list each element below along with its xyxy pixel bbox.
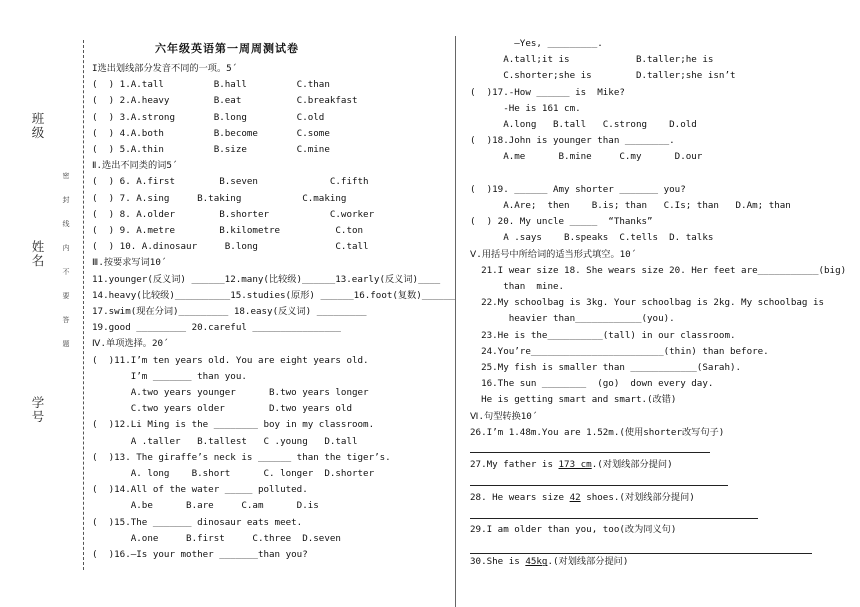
- answer-line-27: [470, 485, 728, 486]
- question-line: 21.I wear size 18. She wears size 20. Her feet are___________(big): [470, 264, 847, 276]
- question-line: A.two years younger B.two years longer: [92, 387, 369, 398]
- question-line: A .says B.speaks C.tells D. talks: [470, 232, 714, 244]
- question-line: ( ) 10. A.dinosaur B.long C.tall: [92, 241, 369, 253]
- question-line: ( ) 5.A.thin B.size C.mine: [92, 144, 330, 155]
- question-line: Ⅵ.句型转换10´: [470, 410, 538, 422]
- question-line: Ⅲ.按要求写词10´: [92, 257, 167, 269]
- question-line: 16.The sun ________ (go) down every day.: [470, 378, 714, 390]
- question-line: ( ) 7. A.sing B.taking C.making: [92, 192, 347, 204]
- question-line: ( )11.I’m ten years old. You are eight years old.: [92, 354, 369, 366]
- question-line: Ⅴ.用括号中所给词的适当形式填空。10´: [470, 248, 637, 260]
- question-line: ( )17.-How ______ is Mike?: [470, 86, 625, 98]
- question-line: I’m _______ than you.: [92, 370, 247, 382]
- seal-char: 要: [62, 292, 70, 300]
- name-label: 姓 名: [31, 239, 45, 268]
- question-line: 24.You’re________________________(thin) than before.: [470, 345, 769, 357]
- student-id-label: 学 号: [31, 395, 45, 424]
- question-line: ( )13. The giraffe’s neck is ______ than the tiger’s.: [92, 451, 391, 463]
- question-line: A.me B.mine C.my D.our: [470, 151, 703, 163]
- question-line: ( )18.John is younger than ________.: [470, 135, 675, 147]
- question-line: 30.She is 45kg.(对划线部分提问): [470, 556, 629, 568]
- seal-char: 密: [62, 172, 70, 180]
- question-line: 17.swim(现在分词)_________ 18.easy(反义词) _________: [92, 306, 367, 317]
- column-divider: [455, 36, 456, 607]
- question-line: 29.I am older than you, too(改为同义句): [470, 524, 677, 535]
- seal-line-notice: [60, 164, 72, 356]
- question-line: A.long B.tall C.strong D.old: [470, 119, 697, 130]
- question-line: C.shorter;she is D.taller;she isn’t: [470, 70, 736, 82]
- seal-char: 不: [62, 268, 70, 276]
- question-line: 11.younger(反义词) ______12.many(比较级)______13.early(反义词)____: [92, 273, 441, 285]
- question-line: A.be B.are C.am D.is: [92, 500, 319, 512]
- page-title: 六年级英语第一周周测试卷: [155, 42, 299, 55]
- seal-char: 内: [62, 244, 70, 252]
- question-line: ( ) 1.A.tall B.hall C.than: [92, 79, 330, 91]
- question-line: 23.He is the__________(tall) in our classroom.: [470, 329, 736, 341]
- question-line: 27.My father is 173 cm.(对划线部分提问): [470, 459, 673, 471]
- answer-line-29: [470, 553, 812, 554]
- question-line: ( ) 6. A.first B.seven C.fifth: [92, 176, 369, 188]
- question-line: I选出划线部分发音不同的一项。5´: [92, 63, 238, 74]
- question-line: heavier than____________(you).: [470, 313, 675, 325]
- question-line: ( )16.—Is your mother _______than you?: [92, 549, 308, 560]
- question-line: —Yes, _________.: [470, 38, 603, 49]
- seal-char: 线: [62, 220, 70, 228]
- question-line: 28. He wears size 42 shoes.(对划线部分提问): [470, 491, 695, 503]
- question-line: A.tall;it is B.taller;he is: [470, 54, 714, 66]
- question-line: 26.I’m 1.48m.You are 1.52m.(使用shorter改写句子): [470, 426, 725, 438]
- question-line: ( )15.The _______ dinosaur eats meet.: [92, 516, 303, 528]
- class-label: 班 级: [31, 111, 45, 140]
- answer-line-28: [470, 518, 758, 519]
- question-line: -He is 161 cm.: [470, 102, 581, 114]
- seal-dashed-line: [83, 40, 84, 570]
- question-line: ( ) 4.A.both B.become C.some: [92, 127, 330, 139]
- seal-char: 题: [62, 340, 70, 348]
- question-line: Ⅱ.选出不同类的词5´: [92, 160, 178, 172]
- question-line: ( ) 3.A.strong B.long C.old: [92, 111, 325, 123]
- question-line: A.Are; then B.is; than C.Is; than D.Am; than: [470, 200, 791, 211]
- question-line: ( )14.All of the water _____ polluted.: [92, 484, 308, 496]
- question-line: 25.My fish is smaller than ____________(Sarah).: [470, 362, 742, 373]
- question-line: ( ) 20. My uncle _____ “Thanks”: [470, 216, 653, 228]
- question-line: ( ) 8. A.older B.shorter C.worker: [92, 208, 375, 220]
- question-line: 14.heavy(比较级)__________15.studies(原形) ______16.foot(复数)______: [92, 289, 456, 301]
- question-line: ( ) 9. A.metre B.kilometre C.ton: [92, 225, 364, 236]
- seal-char: 封: [62, 196, 70, 204]
- question-line: ( )19. ______ Amy shorter _______ you?: [470, 183, 686, 195]
- question-line: C.two years older D.two years old: [92, 403, 352, 415]
- answer-line-26: [470, 452, 710, 453]
- question-line: 22.My schoolbag is 3kg. Your schoolbag is 2kg. My schoolbag is: [470, 297, 825, 309]
- question-line: He is getting smart and smart.(改错): [470, 394, 677, 406]
- question-line: 19.good _________ 20.careful ________________: [92, 322, 341, 334]
- seal-char: 答: [62, 316, 70, 324]
- question-line: A.one B.first C.three D.seven: [92, 532, 341, 544]
- question-line: than mine.: [470, 281, 565, 292]
- question-line: A. long B.short C. longer D.shorter: [92, 468, 375, 479]
- question-line: ( ) 2.A.heavy B.eat C.breakfast: [92, 95, 358, 107]
- question-line: ( )12.Li Ming is the ________ boy in my classroom.: [92, 419, 375, 431]
- question-line: Ⅳ.单项选择。20´: [92, 338, 169, 350]
- question-line: A .taller B.tallest C .young D.tall: [92, 435, 358, 447]
